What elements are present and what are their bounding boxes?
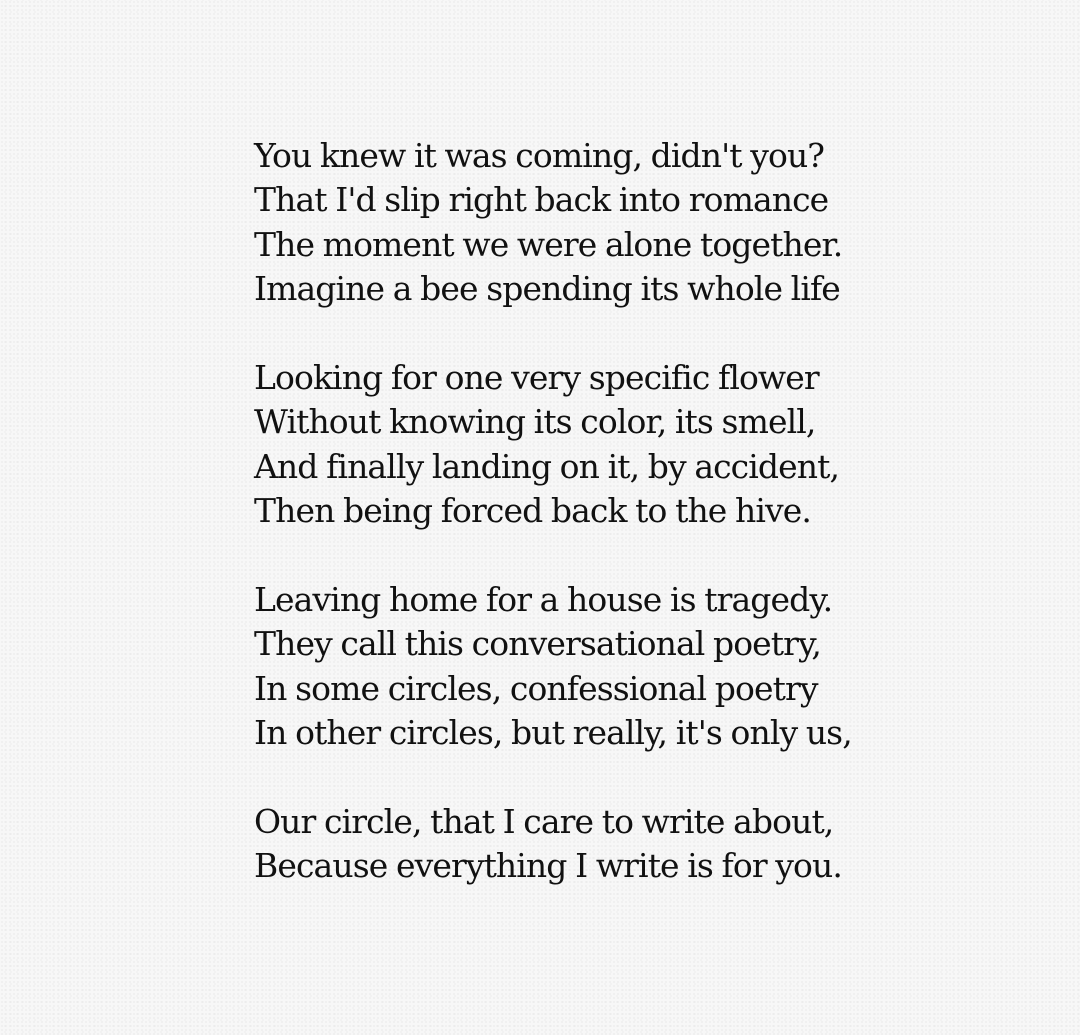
stanza-2 [254,356,974,534]
poem-line: That I'd slip right back into romance [254,180,829,220]
poem-line: You knew it was coming, didn't you? [254,136,825,175]
poem-line: The moment we were alone together. [254,224,843,264]
poem-line: Leaving home for a house is tragedy. [254,580,833,620]
poem-line: Because everything I write is for you. [254,846,842,886]
stanza-4 [254,800,974,889]
poem-line: Our circle, that I care to write about, [254,802,834,842]
poem-line: In some circles, confessional poetry [254,668,818,708]
poem-line: Without knowing its color, its smell, [254,402,816,442]
poem-line: Looking for one very specific flower [254,358,819,398]
poem-line: In other circles, but really, it's only us, [254,713,852,753]
poem-text [254,134,974,889]
poem-line: And finally landing on it, by accident, [254,446,840,486]
stanza-3 [254,578,974,756]
stanza-1 [254,134,974,312]
poem-line: Then being forced back to the hive. [254,491,811,531]
poem-line: Imagine a bee spending its whole life [254,269,840,309]
poem-line: They call this conversational poetry, [254,624,821,664]
